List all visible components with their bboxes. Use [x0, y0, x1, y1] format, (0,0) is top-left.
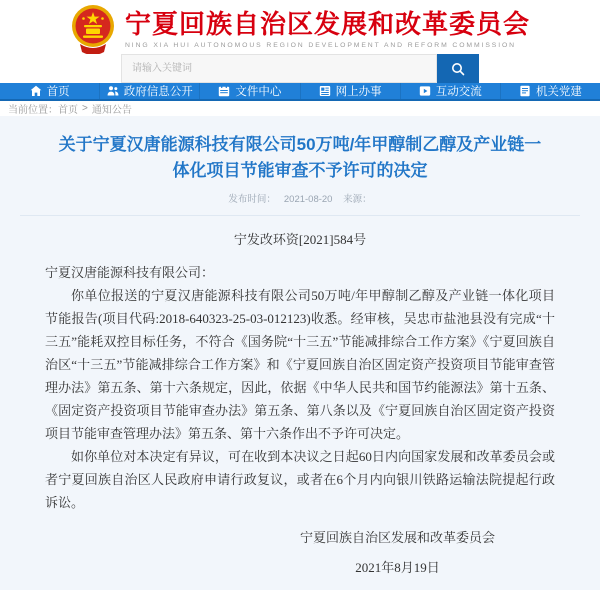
- calendar-icon: [218, 85, 230, 97]
- search-icon: [451, 62, 465, 76]
- search-row: [0, 54, 600, 83]
- nav-item-online-services[interactable]: [301, 83, 401, 99]
- source-label: 来源：: [343, 194, 372, 205]
- search-input[interactable]: [121, 54, 437, 83]
- search-button[interactable]: [437, 54, 479, 83]
- salutation: 宁夏汉唐能源科技有限公司：: [45, 265, 215, 280]
- signature-block: [45, 526, 555, 580]
- breadcrumb-separator: >: [82, 103, 88, 114]
- publish-time-label: 发布时间：: [228, 194, 276, 205]
- site-title-block: [125, 9, 530, 49]
- breadcrumb-link-home[interactable]: 首页: [58, 105, 78, 116]
- article-title: 关于宁夏汉唐能源科技有限公司50万吨/年甲醇制乙醇及产业链一体化项目节能审查不予许可的决定: [58, 135, 542, 180]
- search-box: [121, 54, 479, 83]
- divider: [20, 215, 580, 216]
- breadcrumb-link-current[interactable]: 通知公告: [91, 105, 132, 116]
- publish-time-value: 2021-08-20: [283, 194, 333, 205]
- nav-item-party-building[interactable]: [501, 83, 600, 99]
- nav-item-label: 首页: [46, 86, 70, 98]
- grid-icon: [319, 85, 331, 97]
- site-subtitle: NING XIA HUI AUTONOMOUS REGION DEVELOPMENT AND REFORM COMMISSION: [124, 42, 516, 49]
- body-paragraph: 如你单位对本决定有异议，可在收到本决议之日起60日内向国家发展和改革委员会或者宁夏回族自治区人民政府申请行政复议，或者在6个月内向银川铁路运输法院提起行政诉讼。: [45, 449, 555, 510]
- national-emblem-logo: [70, 4, 116, 54]
- home-icon: [30, 85, 42, 97]
- nav-item-label: 机关党建: [535, 86, 582, 98]
- video-icon: [419, 85, 431, 97]
- breadcrumb: [0, 101, 600, 116]
- nav-item-file-center[interactable]: [200, 83, 300, 99]
- body-paragraph: 你单位报送的宁夏汉唐能源科技有限公司50万吨/年甲醇制乙醇及产业链一体化项目节能报告(项目代码:2018-640323-25-03-012123)收悉。经审核，吴忠市盐池县没有完成“十三五”能耗双控目标任务，不符合《国务院“十三五”节能减排综合工作方案》《宁夏回族自治区“十三五”节能减排综合工作方案》和《宁夏回族自治区固定资产投资项目节能审查管理办法》第五条、第十六条规定，因此，依据《中华人民共和国节约能源法》第十五条、《固定资产投资项目节能审查办法》第五条、第八条以及《宁夏回族自治区固定资产投资项目节能审查管理办法》第五条、第十六条作出不予许可决定。: [45, 288, 555, 441]
- article-body: [20, 261, 580, 580]
- nav-item-label: 文件中心: [235, 86, 282, 98]
- nav-item-interaction[interactable]: [401, 83, 501, 99]
- nav-item-label: 互动交流: [435, 86, 482, 98]
- nav-item-label: 政府信息公开: [123, 86, 193, 98]
- signature-org: 宁夏回族自治区发展和改革委员会: [299, 530, 495, 545]
- signature-date: 2021年8月19日: [355, 560, 440, 575]
- nav-item-label: 网上办事: [335, 86, 382, 98]
- main-nav: [0, 83, 600, 101]
- nav-item-home[interactable]: [0, 83, 100, 99]
- document-icon: [519, 85, 531, 97]
- breadcrumb-prefix: 当前位置：: [8, 105, 58, 116]
- article-meta: [20, 191, 580, 205]
- article-card: [0, 116, 600, 590]
- site-title: 宁夏回族自治区发展和改革委员会: [124, 9, 530, 39]
- nav-item-gov-info[interactable]: [100, 83, 200, 99]
- users-icon: [107, 85, 119, 97]
- document-number: 宁发改环资[2021]584号: [233, 232, 367, 247]
- site-header: [0, 0, 600, 54]
